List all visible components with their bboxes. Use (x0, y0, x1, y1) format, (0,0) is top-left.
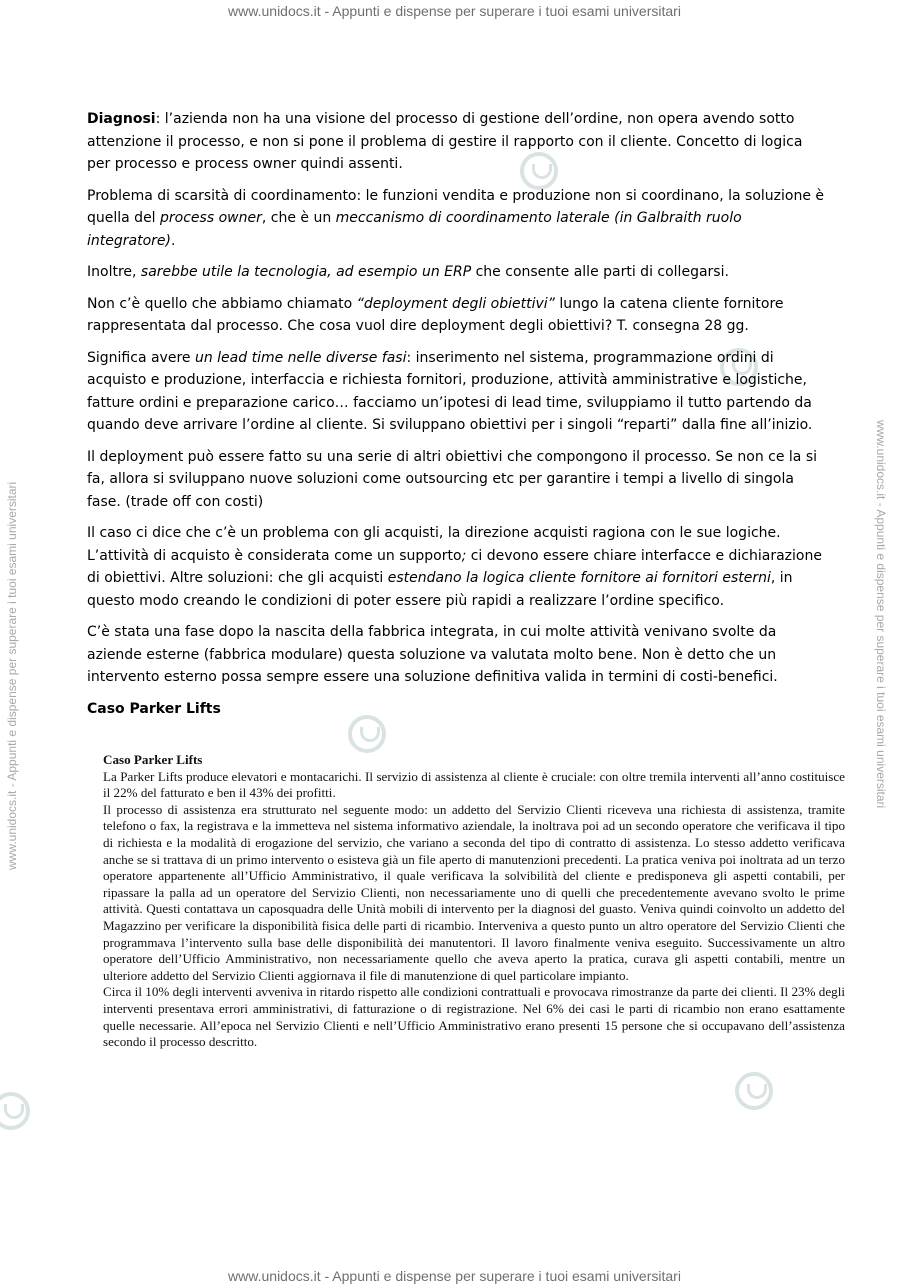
label-diagnosi: Diagnosi (87, 111, 156, 127)
text-span: che consente alle parti di collegarsi. (471, 264, 729, 280)
paragraph-coordinamento (87, 185, 827, 253)
italic-span: ; (461, 547, 467, 564)
text-span: Non c’è quello che abbiamo chiamato (87, 295, 357, 312)
scan-paragraph: Circa il 10% degli interventi avveniva in ritardo rispetto alle condizioni contrattuali e provocava rimostranze da parte dei clienti. Il 23% degli interventi presentava errori amministrativi, di fatturazione o di registrazione. Nel 6% dei casi le parti di ricambio non erano esattamente quelle necessarie. All’epoca nel Servizio Clienti e nell’Ufficio Amministrativo erano presenti 15 persone che si occupavano dell’assistenza secondo il processo descritto. (103, 984, 845, 1050)
text-span: ci devono essere chiare interfacce e dichiarazione di obiettivi. Altre soluzioni: che gli acquisti (87, 547, 822, 586)
italic-span: sarebbe utile la tecnologia, ad esempio un ERP (140, 264, 472, 280)
paragraph-deployment-obiettivi: Il deployment può essere fatto su una serie di altri obiettivi che compongono il processo. Se non ce la si fa, allora si sviluppano nuove soluzioni come outsourcing etc per garantire i tempi a livello di singola fase. (trade off con costi) (87, 448, 818, 510)
text-diagnosi: : l’azienda non ha una visione del processo di gestione dell’ordine, non opera avendo sotto attenzione il processo, e non si pone il problema di gestire il rapporto con il cliente. Concetto di logica per processo e process owner quindi assenti. (87, 111, 803, 172)
italic-span: estendano la logica cliente fornitore ai fornitori esterni (387, 570, 771, 586)
text-span: , che è un (261, 210, 336, 226)
document-body (87, 108, 827, 720)
text-span: . (170, 232, 176, 249)
italic-span: un lead time nelle diverse fasi (194, 349, 407, 366)
watermark-right-side: www.unidocs.it - Appunti e dispense per superare i tuoi esami universitari (874, 420, 888, 809)
scan-title: Caso Parker Lifts (103, 752, 203, 767)
text-span: lungo la catena cliente fornitore rappresentata dal processo. Che cosa vuol dire deployment degli obiettivi? T. consegna 28 gg. (87, 295, 784, 334)
italic-span: meccanismo di coordinamento laterale (in Galbraith ruolo integratore) (87, 210, 742, 249)
watermark-logo-icon (0, 1092, 30, 1130)
paragraph-tecnologia (87, 261, 827, 284)
paragraph-deployment (87, 293, 827, 338)
paragraph-acquisti (87, 522, 827, 612)
watermark-header: www.unidocs.it - Appunti e dispense per superare i tuoi esami universitari (228, 3, 681, 19)
watermark-left-side: www.unidocs.it - Appunti e dispense per superare i tuoi esami universitari (5, 481, 19, 870)
text-span: Significa avere (87, 349, 195, 366)
italic-span: “deployment degli obiettivi” (356, 295, 555, 312)
watermark-logo-icon (348, 715, 386, 753)
text-span: : inserimento nel sistema, programmazione ordini di acquisto e produzione, interfaccia e richiesta fornitori, produzione, attività amministrative e logistiche, fatture ordini e preparazione carico… facciamo un’ipotesi di lead time, sviluppiamo il tutto partendo da quando deve arrivare l’ordine al cliente. Si sviluppano obiettivi per i singoli “reparti” dalla fine all’inizio. (87, 349, 813, 433)
watermark-logo-icon (735, 1072, 773, 1110)
text-span: , in questo modo creando le condizioni di poter essere più rapidi a realizzare l’ordine specifico. (87, 570, 793, 609)
scanned-case-excerpt (103, 752, 845, 1051)
case-heading: Caso Parker Lifts (87, 700, 221, 717)
paragraph-diagnosi (87, 108, 827, 176)
scan-paragraph: Il processo di assistenza era strutturato nel seguente modo: un addetto del Servizio Clienti riceveva una richiesta di assistenza, tramite telefono o fax, la registrava e la immetteva nel sistema informativo aziendale, la inoltrava poi ad un secondo operatore che verificava il tipo di richiesta e la modalità di erogazione del servizio, che variano a seconda del tipo di contratto di assistenza. Lo stesso addetto verificava anche se si trattava di un primo intervento o esisteva già un file aperto di manutenzioni precedenti. La pratica veniva poi inoltrata ad un terzo operatore appartenente all’Ufficio Amministrativo, il quale verificava la solvibilità del cliente e predisponeva gli aspetti contabili, per ripassare la palla ad un operatore del Servizio Clienti, non necessariamente uno di quelli che precedentemente avevano svolto le prime attività. Questi contattava un caposquadra delle Unità mobili di intervento per la diagnosi del guasto. Veniva quindi coinvolto un addetto del Magazzino per verificare la disponibilità fisica delle parti di ricambio. Interveniva a questo punto un altro operatore del Servizio Clienti che programmava l’intervento sulla base delle disponibilità dei manutentori. Il lavoro finalmente veniva eseguito. Successivamente un altro operatore dell’Ufficio Amministrativo, non necessariamente quello che aveva aperto la pratica, curava gli aspetti contabili, mentre un ulteriore addetto del Servizio Clienti aggiornava il file di manutenzione di quel particolare impianto. (103, 801, 845, 983)
watermark-footer: www.unidocs.it - Appunti e dispense per superare i tuoi esami universitari (228, 1268, 681, 1284)
scan-paragraph: La Parker Lifts produce elevatori e montacarichi. Il servizio di assistenza al cliente è cruciale: con oltre tremila interventi all’anno costituisce il 22% del fatturato e ben il 43% dei profitti. (103, 768, 845, 801)
text-span: Inoltre, (87, 264, 141, 280)
text-span: Problema di scarsità di coordinamento: le funzioni vendita e produzione non si coordinano, la soluzione è quella del (87, 187, 825, 226)
text-span: Il caso ci dice che c’è un problema con gli acquisti, la direzione acquisti ragiona con le sue logiche. L’attività di acquisto è considerata come un supporto (87, 525, 781, 564)
paragraph-fabbrica-modulare: C’è stata una fase dopo la nascita della fabbrica integrata, in cui molte attività venivano svolte da aziende esterne (fabbrica modulare) questa soluzione va valutata molto bene. Non è detto che un intervento esterno possa sempre essere una soluzione definitiva valida in termini di costi-benefici. (87, 624, 778, 685)
paragraph-lead-time (87, 347, 827, 437)
italic-span: process owner (160, 210, 262, 226)
